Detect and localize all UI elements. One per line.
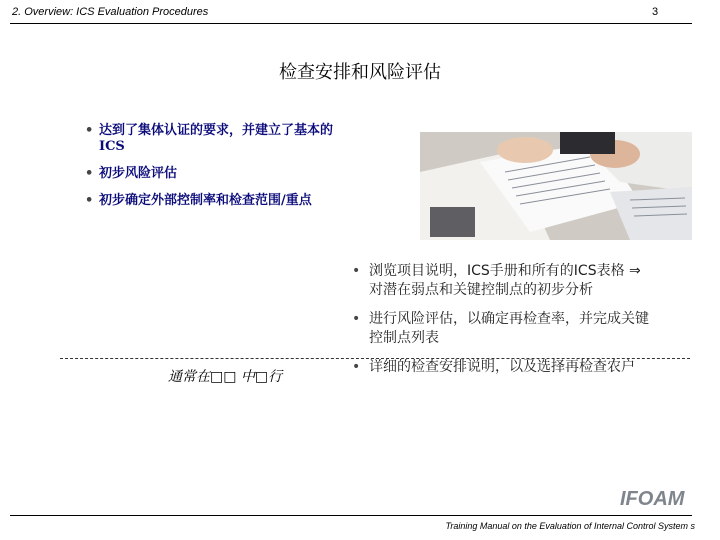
page-number: 3	[652, 6, 659, 18]
header-rule	[10, 23, 692, 24]
ifoam-logo	[620, 485, 694, 509]
left-bullet-list	[85, 123, 355, 220]
left-bullet-item: • 初步确定外部控制率和检查范围/重点	[85, 193, 355, 209]
footer-text: Training Manual on the Evaluation of Internal Control System s	[445, 521, 695, 531]
right-bullet-item: • 进行风险评估，以确定再检查率，并完成关键控制点列表	[352, 310, 652, 348]
left-bullet-item: • 达到了集体认证的要求，并建立了基本的ICS	[85, 123, 355, 155]
left-bullet-item: • 初步风险评估	[85, 166, 355, 182]
right-bullet-item: • 浏览项目说明，ICS手册和所有的ICS表格 ⇒对潜在弱点和关键控制点的初步分析	[352, 262, 652, 300]
right-bullet-item: • 详细的检查安排说明，以及选择再检查农户	[352, 358, 652, 377]
logo-text: IFOAM	[620, 488, 685, 509]
dashed-divider	[60, 358, 690, 359]
right-bullet-list	[352, 262, 652, 387]
timing-note: 通常在□□ 中□行	[168, 369, 283, 385]
paperwork-photo	[420, 132, 692, 240]
footer-rule	[10, 515, 692, 516]
section-header: 2. Overview: ICS Evaluation Procedures	[12, 6, 209, 18]
slide-title: 检查安排和风险评估	[279, 62, 441, 83]
